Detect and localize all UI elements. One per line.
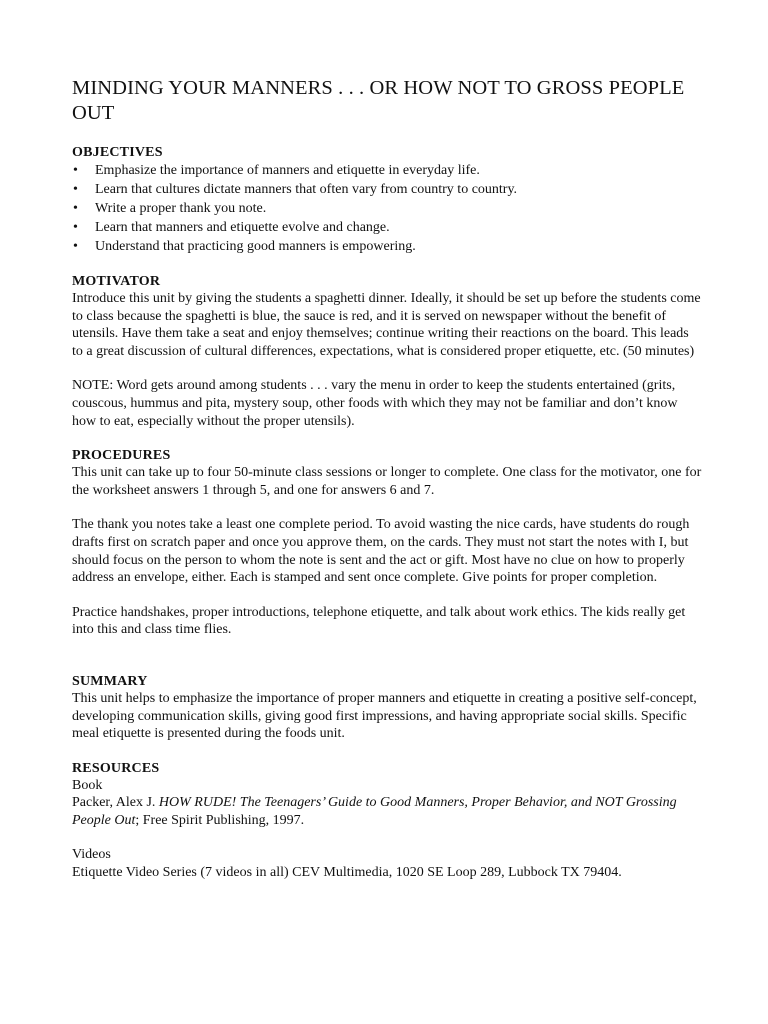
document-title: MINDING YOUR MANNERS . . . OR HOW NOT TO GROSS PEOPLE OUT — [72, 77, 685, 124]
objective-text: Write a proper thank you note. — [95, 201, 267, 216]
objectives-heading: OBJECTIVES — [72, 145, 163, 160]
procedures-paragraph-2: The thank you notes take a least one complete period. To avoid wasting the nice cards, have students do rough drafts first on scratch paper and once you approve them, on the cards. They must not start the notes with I, but should focus on the person to whom the note is sent and the act or gift. Most have no clue on how to properly address an envelope, either. Each is stamped and sent once complete. Give points for proper completion. — [72, 517, 690, 586]
book-citation — [72, 794, 702, 829]
book-author: Packer, Alex J. — [72, 795, 159, 811]
paragraph-gap — [72, 587, 702, 604]
summary-section — [72, 673, 702, 743]
objective-text: Emphasize the importance of manners and etiquette in everyday life. — [95, 163, 480, 178]
objectives-section — [72, 144, 702, 256]
section-gap — [72, 656, 702, 673]
paragraph-gap — [72, 829, 702, 846]
procedures-paragraph-3: Practice handshakes, proper introductions, telephone etiquette, and talk about work ethics. The kids really get into this and class time flies. — [72, 604, 686, 638]
book-label: Book — [72, 777, 103, 793]
bullet-icon: • — [73, 201, 78, 216]
videos-label: Videos — [72, 847, 111, 863]
book-publisher: ; Free Spirit Publishing, 1997. — [135, 812, 305, 828]
motivator-note: NOTE: Word gets around among students . . . vary the menu in order to keep the students entertained (grits, couscous, hummus and pita, mystery soup, other foods with which they may not be familiar and don’t know how to eat, especially without the proper utensils). — [72, 378, 678, 429]
list-item — [72, 161, 702, 180]
procedures-heading: PROCEDURES — [72, 448, 171, 464]
summary-paragraph: This unit helps to emphasize the importance of proper manners and etiquette in creating a positive self-concept, developing communication skills, giving good first impressions, and having appropriate social skills. Specific meal etiquette is presented during the foods unit. — [72, 690, 697, 742]
videos-entry: Etiquette Video Series (7 videos in all) CEV Multimedia, 1020 SE Loop 289, Lubbock TX 79404. — [72, 865, 622, 881]
resources-heading: RESOURCES — [72, 760, 160, 776]
objective-text: Learn that manners and etiquette evolve and change. — [95, 220, 390, 235]
summary-heading: SUMMARY — [72, 673, 148, 689]
document-page — [72, 76, 702, 899]
list-item — [72, 180, 702, 199]
paragraph-gap — [72, 499, 702, 516]
objective-text: Understand that practicing good manners is empowering. — [95, 239, 416, 254]
procedures-section — [72, 447, 702, 639]
list-item — [72, 237, 702, 256]
bullet-icon: • — [73, 182, 78, 197]
paragraph-gap — [72, 360, 702, 377]
motivator-paragraph: Introduce this unit by giving the students a spaghetti dinner. Ideally, it should be set up before the students come to class because the spaghetti is blue, the sauce is red, and it is served on newspaper without the benefit of utensils. Have them take a seat and enjoy themselves; continue writing their reactions on the board. This leads to a great discussion of cultural differences, expectations, what is considered proper etiquette, etc. (50 minutes) — [72, 291, 701, 359]
list-item — [72, 218, 702, 237]
bullet-icon: • — [73, 163, 78, 178]
procedures-paragraph-1: This unit can take up to four 50-minute class sessions or longer to complete. One class for the motivator, one for the worksheet answers 1 through 5, and one for answers 6 and 7. — [72, 465, 702, 498]
objectives-list — [72, 161, 702, 256]
list-item — [72, 199, 702, 218]
book-title: HOW RUDE! The Teenagers’ Guide to Good Manners, Proper Behavior, and NOT Grossing People Out — [72, 795, 677, 828]
objective-text: Learn that cultures dictate manners that often vary from country to country. — [95, 182, 518, 197]
bullet-icon: • — [73, 239, 78, 254]
resources-section — [72, 760, 702, 882]
motivator-section — [72, 273, 702, 430]
motivator-heading: MOTIVATOR — [72, 274, 161, 289]
bullet-icon: • — [73, 220, 78, 235]
